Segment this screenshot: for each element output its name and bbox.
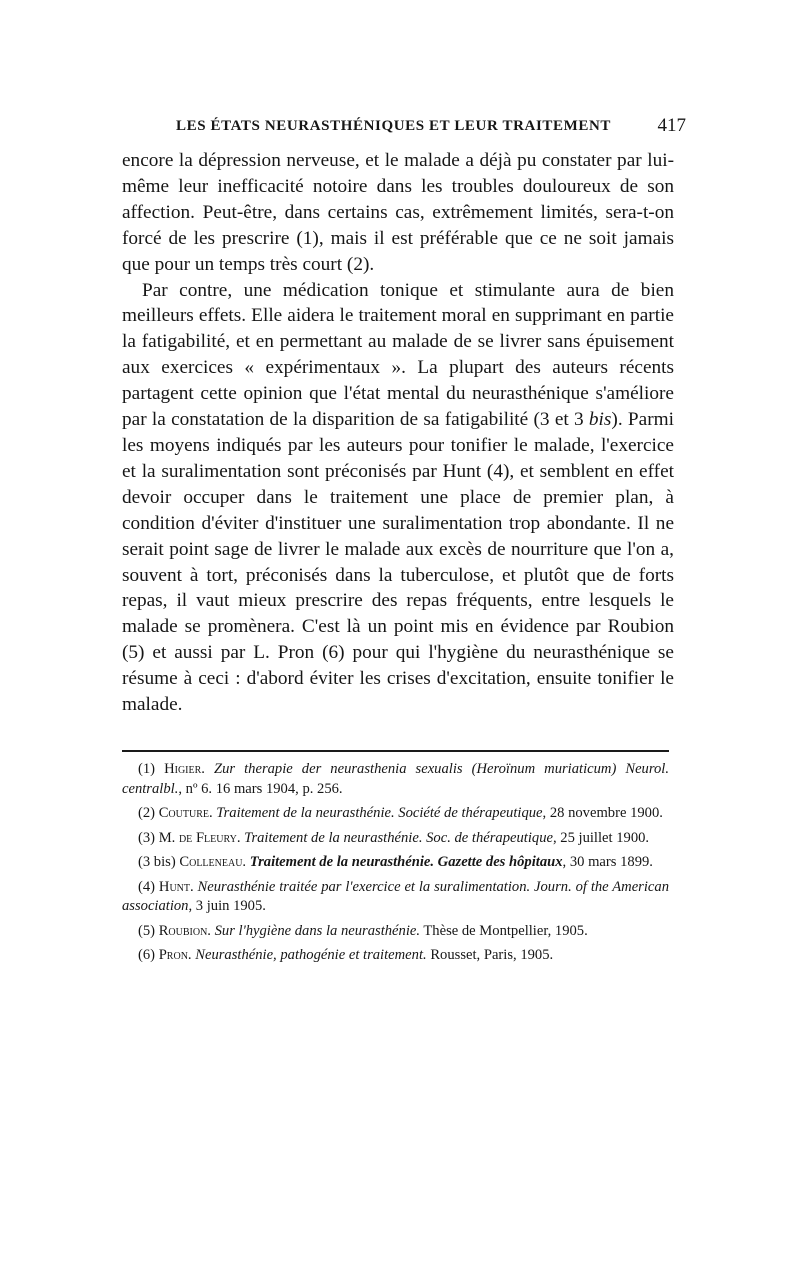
footnotes bbox=[122, 760, 669, 971]
page-header bbox=[176, 115, 686, 138]
footnote-details: Thèse de Montpellier, 1905. bbox=[420, 922, 588, 939]
footnote-details: , 3 juin 1905. bbox=[188, 898, 266, 914]
footnote-number: (3 bis) bbox=[138, 854, 176, 870]
footnote-6 bbox=[122, 946, 669, 966]
footnote-title: Traitement de la neurasthénie. Soc. de thérapeutique bbox=[244, 829, 553, 846]
footnote-details: , nº 6. 16 mars 1904, p. 256. bbox=[178, 780, 343, 797]
footnote-3 bbox=[122, 829, 669, 849]
page-number: 417 bbox=[657, 115, 686, 136]
footnote-title: Zur therapie der neurasthenia sexualis (Heroïnum muriaticum) Neurol. centralbl. bbox=[122, 761, 669, 797]
footnote-3bis bbox=[122, 853, 669, 873]
footnote-5 bbox=[122, 922, 669, 942]
footnote-title: Traitement de la neurasthénie. Société de thérapeutique bbox=[216, 805, 543, 821]
paragraph-2-part-a: Par contre, une médication tonique et stimulante aura de bien meilleurs effets. Elle aidera le traitement moral en supprimant en partie la fatigabilité, et en permettant au malade de se livrer sans épuisement aux exercices « expérimentaux ». La plupart des auteurs récents partagent cette opinion que l'état mental du neurasthénique s'améliore par la constatation de la disparition de sa fatigabilité (3 et 3 bbox=[122, 279, 674, 431]
footnote-divider bbox=[122, 750, 669, 752]
footnote-number: (1) bbox=[138, 761, 156, 777]
footnote-title: Traitement de la neurasthénie. Gazette des hôpitaux bbox=[249, 854, 563, 870]
footnote-number: (4) bbox=[138, 878, 156, 895]
footnote-number: (5) bbox=[138, 922, 156, 939]
footnote-details: , 25 juillet 1900. bbox=[552, 829, 650, 846]
footnote-1 bbox=[122, 760, 669, 799]
footnote-number: (3) bbox=[138, 829, 156, 846]
paragraph-2-part-b: ). Parmi les moyens indiqués par les auteurs pour tonifier le malade, l'exercice et la suralimentation sont préconisés par Hunt (4), et semblent en effet devoir occuper dans le traitement une place de premier plan, à condition d'éviter d'instituer une suralimentation trop abondante. Il ne serait point sage de livrer le malade aux excès de nourriture que l'on a, souvent à tort, préconisés dans la tuberculose, et plutôt que de forts repas, il vaut mieux prescrire des repas fréquents, entre lesquels le malade se promènera. C'est là un point mis en évidence par Roubion (5) et aussi par L. Pron (6) pour qui l'hygiène du neurasthénique se résume à ceci : d'abord éviter les crises d'excitation, ensuite tonifier le malade. bbox=[122, 409, 674, 716]
footnote-4 bbox=[122, 878, 669, 917]
footnote-details: , 28 novembre 1900. bbox=[542, 805, 663, 821]
footnote-author: M. de Fleury. bbox=[158, 829, 241, 846]
main-text bbox=[122, 148, 674, 718]
running-title: LES ÉTATS NEURASTHÉNIQUES ET LEUR TRAITEMENT bbox=[176, 118, 611, 134]
paragraph-1: encore la dépression nerveuse, et le malade a déjà pu constater par lui-même leur inefficacité notoire dans les troubles douloureux de son affection. Peut-être, dans certains cas, extrêmement limités, sera-t-on forcé de les prescrire (1), mais il est préférable que ce ne soit jamais que pour un temps très court (2). bbox=[122, 150, 674, 275]
footnote-author: Couture. bbox=[158, 805, 213, 821]
footnote-author: Colleneau. bbox=[179, 854, 247, 870]
bis-marker: bis bbox=[588, 409, 612, 431]
footnote-number: (6) bbox=[138, 947, 156, 963]
footnote-number: (2) bbox=[138, 805, 156, 821]
footnote-author: Roubion. bbox=[158, 922, 211, 939]
footnote-author: Hunt. bbox=[158, 878, 194, 895]
footnote-title: Neurasthénie traitée par l'exercice et la suralimentation. Journ. of the American association bbox=[122, 878, 669, 914]
footnote-title: Neurasthénie, pathogénie et traitement. bbox=[195, 947, 427, 963]
footnote-details: , 30 mars 1899. bbox=[562, 854, 653, 870]
footnote-2 bbox=[122, 804, 669, 824]
paragraph-2 bbox=[122, 278, 674, 718]
footnote-title: Sur l'hygiène dans la neurasthénie. bbox=[214, 922, 420, 939]
footnote-author: Pron. bbox=[158, 947, 192, 963]
footnote-details: Rousset, Paris, 1905. bbox=[426, 947, 554, 963]
footnote-author: Higier. bbox=[164, 761, 205, 777]
